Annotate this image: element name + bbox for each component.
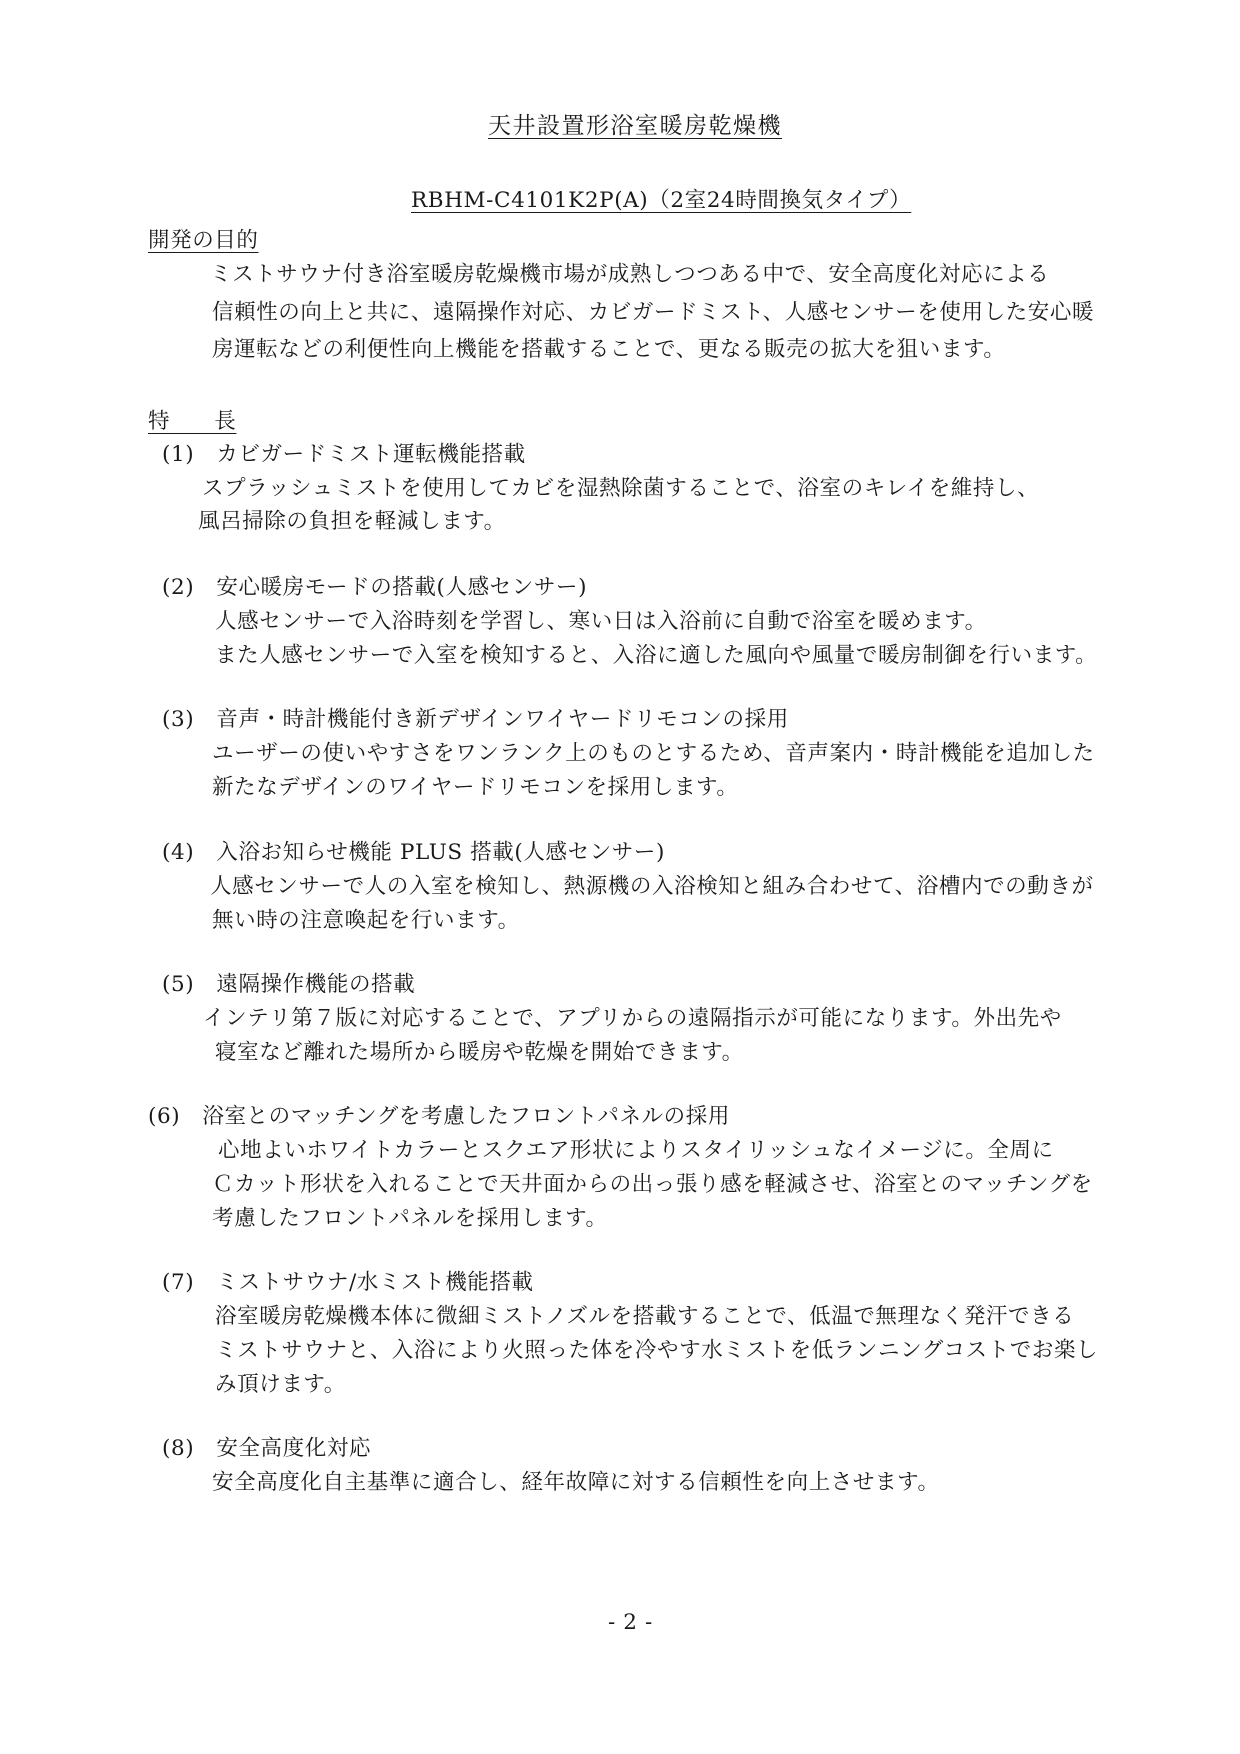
feature-text: 心地よいホワイトカラーとスクエア形状によりスタイリッシュなイメージに。全周に [218, 1138, 1054, 1163]
feature-text: 無い時の注意喚起を行います。 [212, 908, 520, 933]
feature-text: 浴室暖房乾燥機本体に微細ミストノズルを搭載することで、低温で無理なく発汗できる [215, 1304, 1075, 1329]
feature-title: (1) カビガードミスト運転機能搭載 [162, 442, 526, 467]
feature-text: 人感センサーで入浴時刻を学習し、寒い日は入浴前に自動で浴室を暖めます。 [215, 609, 987, 634]
feature-text: 安全高度化自主基準に適合し、経年故障に対する信頼性を向上させます。 [212, 1470, 940, 1495]
feature-text: 風呂掃除の負担を軽減します。 [198, 509, 506, 534]
feature-title: (5) 遠隔操作機能の搭載 [162, 972, 416, 997]
features-heading: 特 長 [148, 409, 237, 434]
feature-title: (8) 安全高度化対応 [162, 1436, 372, 1461]
feature-text: インテリ第７版に対応することで、アプリからの遠隔指示が可能になります。外出先や [203, 1006, 1062, 1031]
feature-text: また人感センサーで入室を検知すると、入浴に適した風向や風量で暖房制御を行います。 [215, 643, 1098, 668]
feature-title: (3) 音声・時計機能付き新デザインワイヤードリモコンの採用 [162, 707, 789, 732]
feature-title: (7) ミストサウナ/水ミスト機能搭載 [162, 1270, 534, 1295]
feature-text: 新たなデザインのワイヤードリモコンを採用します。 [212, 775, 739, 800]
feature-text: 寝室など離れた場所から暖房や乾燥を開始できます。 [215, 1040, 744, 1065]
purpose-line: 信頼性の向上と共に、遠隔操作対応、カビガードミスト、人感センサーを使用した安心暖 [212, 300, 1095, 325]
feature-text: み頂けます。 [215, 1372, 346, 1397]
feature-text: 考慮したフロントパネルを採用します。 [212, 1206, 608, 1231]
model-line: RBHM-C4101K2P(A)（2室24時間換気タイプ） [411, 188, 912, 213]
feature-text: ミストサウナと、入浴により火照った体を冷やす水ミストを低ランニングコストでお楽し [215, 1338, 1099, 1363]
feature-text: 人感センサーで人の入室を検知し、熱源機の入浴検知と組み合わせて、浴槽内での動きが [210, 874, 1094, 899]
page-number: - 2 - [608, 1610, 653, 1635]
feature-text: スプラッシュミストを使用してカビを湿熱除菌することで、浴室のキレイを維持し、 [202, 476, 1040, 501]
feature-title: (6) 浴室とのマッチングを考慮したフロントパネルの採用 [148, 1104, 730, 1129]
purpose-line: 房運転などの利便性向上機能を搭載することで、更なる販売の拡大を狙います。 [212, 337, 1006, 362]
document-title: 天井設置形浴室暖房乾燥機 [488, 113, 782, 139]
feature-text: ユーザーの使いやすさをワンランク上のものとするため、音声案内・時計機能を追加した [212, 741, 1095, 766]
purpose-heading: 開発の目的 [148, 228, 259, 253]
feature-text: Ｃカット形状を入れることで天井面からの出っ張り感を軽減させ、浴室とのマッチングを [212, 1172, 1093, 1197]
feature-title: (4) 入浴お知らせ機能 PLUS 搭載(人感センサー) [162, 840, 665, 865]
feature-title: (2) 安心暖房モードの搭載(人感センサー) [162, 575, 588, 600]
purpose-line: ミストサウナ付き浴室暖房乾燥機市場が成熟しつつある中で、安全高度化対応による [210, 262, 1050, 287]
